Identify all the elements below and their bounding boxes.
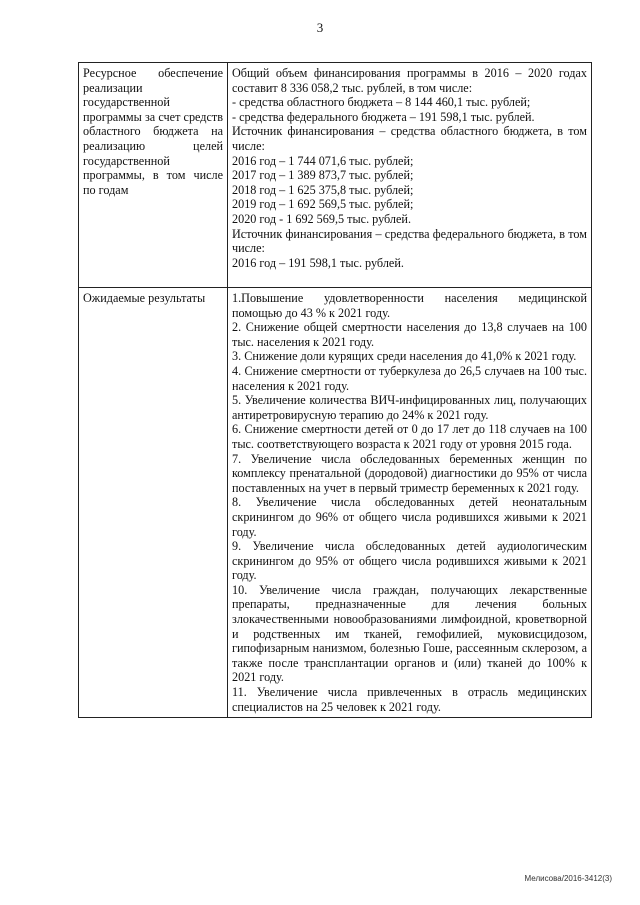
financing-line: 2018 год – 1 625 375,8 тыс. рублей; bbox=[232, 182, 414, 197]
result-item: 5. Увеличение количества ВИЧ-инфицированных лиц, получающих антиретровирусную терапию до 24% к 2021 году. bbox=[232, 393, 587, 422]
result-item: 7. Увеличение числа обследованных беременных женщин по комплексу пренатальной (дородовой) диагностики до 95% от числа поставленных на учет в первый триместр беременных к 2021 году. bbox=[232, 451, 587, 495]
result-item: 2. Снижение общей смертности населения до 13,8 случаев на 100 тыс. населения к 2021 году. bbox=[232, 320, 587, 349]
result-item: 4. Снижение смертности от туберкулеза до 26,5 случаев на 100 тыс. населения к 2021 году. bbox=[232, 363, 587, 393]
results-label: Ожидаемые результаты bbox=[79, 288, 228, 718]
financing-line: 2016 год – 191 598,1 тыс. рублей. bbox=[232, 255, 404, 270]
financing-line: 2019 год – 1 692 569,5 тыс. рублей; bbox=[232, 197, 414, 212]
financing-line: Источник финансирования – средства федерального бюджета, в том числе: bbox=[232, 226, 587, 256]
table-row-results bbox=[79, 288, 592, 718]
result-item: 10. Увеличение числа граждан, получающих лекарственные препараты, предназначенные для лечения больных злокачественными новообразованиями лимфоидной, кроветворной и родственных им тканей, гемофилией, муковисцидозом, гипофизарным нанизмом, болезнью Гоше, рассеянным склерозом, а также после трансплантации органов и (или) тканей до 100% к 2021 году. bbox=[232, 582, 587, 685]
financing-line: 2020 год - 1 692 569,5 тыс. рублей. bbox=[232, 211, 411, 226]
financing-line: Источник финансирования – средства областного бюджета, в том числе: bbox=[232, 124, 587, 153]
financing-line: 2016 год – 1 744 071,6 тыс. рублей; bbox=[232, 153, 414, 168]
financing-content bbox=[228, 63, 592, 288]
table-row-financing bbox=[79, 63, 592, 288]
page-number: 3 bbox=[316, 20, 324, 35]
result-item: 8. Увеличение числа обследованных детей неонатальным скринингом до 96% от общего числа родившихся живыми к 2021 году. bbox=[232, 495, 587, 539]
financing-line: - средства федерального бюджета – 191 598,1 тыс. рублей. bbox=[232, 109, 535, 124]
results-content bbox=[228, 288, 592, 718]
result-item: 9. Увеличение числа обследованных детей аудиологическим скринингом до 95% от общего числа родившихся живыми к 2021 году. bbox=[232, 539, 587, 583]
financing-label: Ресурсное обеспечение реализации государственной программы за счет средств областного бюджета на реализацию целей государственной программы, в том числе по годам bbox=[79, 63, 228, 288]
document-reference: Мелисова/2016-3412(3) bbox=[524, 874, 612, 883]
financing-line: 2017 год – 1 389 873,7 тыс. рублей; bbox=[232, 168, 414, 183]
result-item: 1.Повышение удовлетворенности населения медицинской помощью до 43 % к 2021 году. bbox=[232, 291, 587, 320]
result-item: 11. Увеличение числа привлеченных в отрасль медицинских специалистов на 25 человек к 2021 году. bbox=[232, 685, 587, 714]
result-item: 6. Снижение смертности детей от 0 до 17 лет до 118 случаев на 100 тыс. соответствующего возраста к 2021 году от уровня 2015 года. bbox=[232, 422, 587, 451]
financing-line: Общий объем финансирования программы в 2016 – 2020 годах составит 8 336 058,2 тыс. рублей, в том числе: bbox=[232, 66, 587, 95]
program-passport-table bbox=[78, 62, 592, 718]
financing-line: - средства областного бюджета – 8 144 460,1 тыс. рублей; bbox=[232, 95, 531, 110]
result-item: 3. Снижение доли курящих среди населения до 41,0% к 2021 году. bbox=[232, 349, 577, 364]
